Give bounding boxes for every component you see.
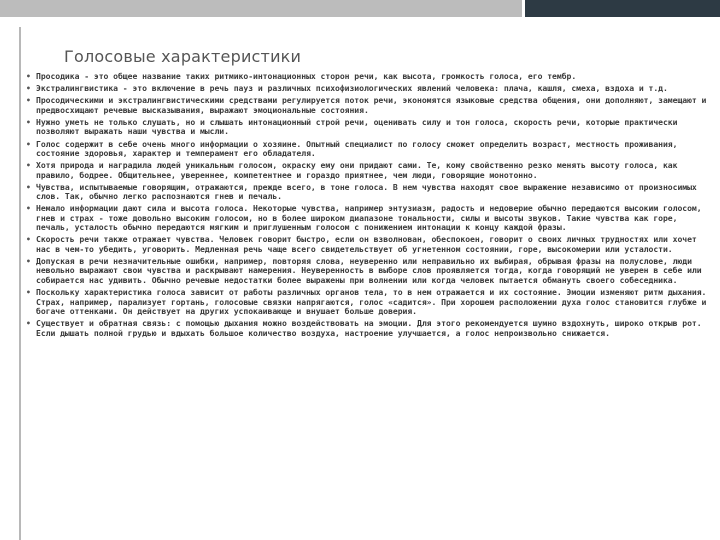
list-item-text: Допуская в речи незначительные ошибки, например, повторяя слова, неуверенно или неправильно их выбирая, обрывая фразы на полуслове, люди невольно выражают свои чувства и раскрывают намерения. Неуверенность в выборе слов проявляется тогда, когда говорящий не уверен в себе или собирается нас удивить. Обычно речевые недостатки более выражены при волнении или когда человек пытается обмануть своего собеседника. <box>36 256 702 285</box>
bullet-icon: • <box>26 84 31 94</box>
bullet-list <box>26 72 710 341</box>
list-item-text: Просодика - это общее название таких ритмико-интонационных сторон речи, как высота, громкость голоса, его тембр. <box>36 71 577 81</box>
list-item-text: Существует и обратная связь: с помощью дыхания можно воздействовать на эмоции. Для этого рекомендуется шумно вздохнуть, широко открыв рот. Если дышать полной грудью и вдыхать большое количество воздуха, настроение улучшается, а голос непроизвольно снижается. <box>36 318 702 338</box>
list-item-text: Немало информации дают сила и высота голоса. Некоторые чувства, например энтузиазм, радость и недоверие обычно передаются высоким голосом, гнев и страх - тоже довольно высоким голосом, но в более широком диапазоне тональности, силы и высоты звуков. Такие чувства как горе, печаль, усталость обычно передаются мягким и приглушенным голосом с понижением интонации к концу каждой фразы. <box>36 203 702 233</box>
bullet-icon: • <box>26 204 31 214</box>
list-item <box>26 118 710 137</box>
slide-title: Голосовые характеристики <box>64 47 302 66</box>
list-item <box>26 84 710 93</box>
header-band-dark <box>525 0 720 17</box>
list-item <box>26 140 710 159</box>
list-item <box>26 257 710 285</box>
bullet-icon: • <box>26 96 31 106</box>
list-item-text: Нужно уметь не только слушать, но и слышать интонационный строй речи, оценивать силу и тон голоса, скорость речи, которые практически позволяют выражать наши чувства и мысли. <box>36 117 678 137</box>
bullet-icon: • <box>26 72 31 81</box>
list-item-text: Чувства, испытываемые говорящим, отражаются, прежде всего, в тоне голоса. В нем чувства находят свое выражение независимо от произносимых слов. Так, обычно легко распознаются гнев и печаль. <box>36 181 697 202</box>
bullet-icon: • <box>26 118 31 128</box>
list-item-text: Скорость речи также отражает чувства. Человек говорит быстро, если он взволнован, обеспокоен, говорит о своих личных трудностях или хочет нас в чем-то убедить, уговорить. Медленная речь чаще всего свидетельствует об угнетенном состоянии, горе, высокомерии или усталости. <box>36 234 697 254</box>
list-item-text: Поскольку характеристика голоса зависит от работы различных органов тела, то в нем отражается и их состояние. Эмоции изменяют ритм дыхания. Страх, например, парализует гортань, голосовые связки напрягаются, голос «садится». При хорошем расположении духа голос становится глубже и богаче оттенками. Он действует на других успокаивающе и внушает больше доверия. <box>36 287 707 316</box>
list-item-text: Экстралингвистика - это включение в речь пауз и различных психофизиологических явлений человека: плача, кашля, смеха, вздоха и т.д. <box>36 83 668 94</box>
slide-header-bar <box>0 0 720 18</box>
list-item <box>26 96 710 115</box>
bullet-icon: • <box>26 235 31 245</box>
header-band-light <box>0 0 522 17</box>
bullet-icon: • <box>26 182 31 192</box>
list-item <box>26 288 710 316</box>
bullet-icon: • <box>26 161 31 171</box>
bullet-icon: • <box>26 319 31 329</box>
left-margin-rule <box>19 27 21 540</box>
bullet-icon: • <box>26 139 31 149</box>
list-item <box>26 183 710 202</box>
list-item <box>26 161 710 180</box>
list-item-text: Голос содержит в себе очень много информации о хозяине. Опытный специалист по голосу сможет определить возраст, местность проживания, состояние здоровья, характер и темперамент его обладателя. <box>36 138 678 159</box>
list-item <box>26 319 710 338</box>
list-item-text: Просодическими и экстралингвистическими средствами регулируется поток речи, экономятся языковые средства общения, они дополняют, замещают и предвосхищают речевые высказывания, выражают эмоциональные состояния. <box>36 95 707 115</box>
bullet-icon: • <box>26 257 31 267</box>
list-item <box>26 72 710 81</box>
list-item <box>26 235 710 254</box>
bullet-icon: • <box>26 288 31 298</box>
list-item-text: Хотя природа и наградила людей уникальным голосом, окраску ему они придают сами. Те, кому свойственно резко менять высоту голоса, как правило, бодрее. Общительнее, увереннее, компетентнее и гораздо приятнее, чем люди, говорящие монотонно. <box>36 160 678 180</box>
list-item <box>26 204 710 232</box>
